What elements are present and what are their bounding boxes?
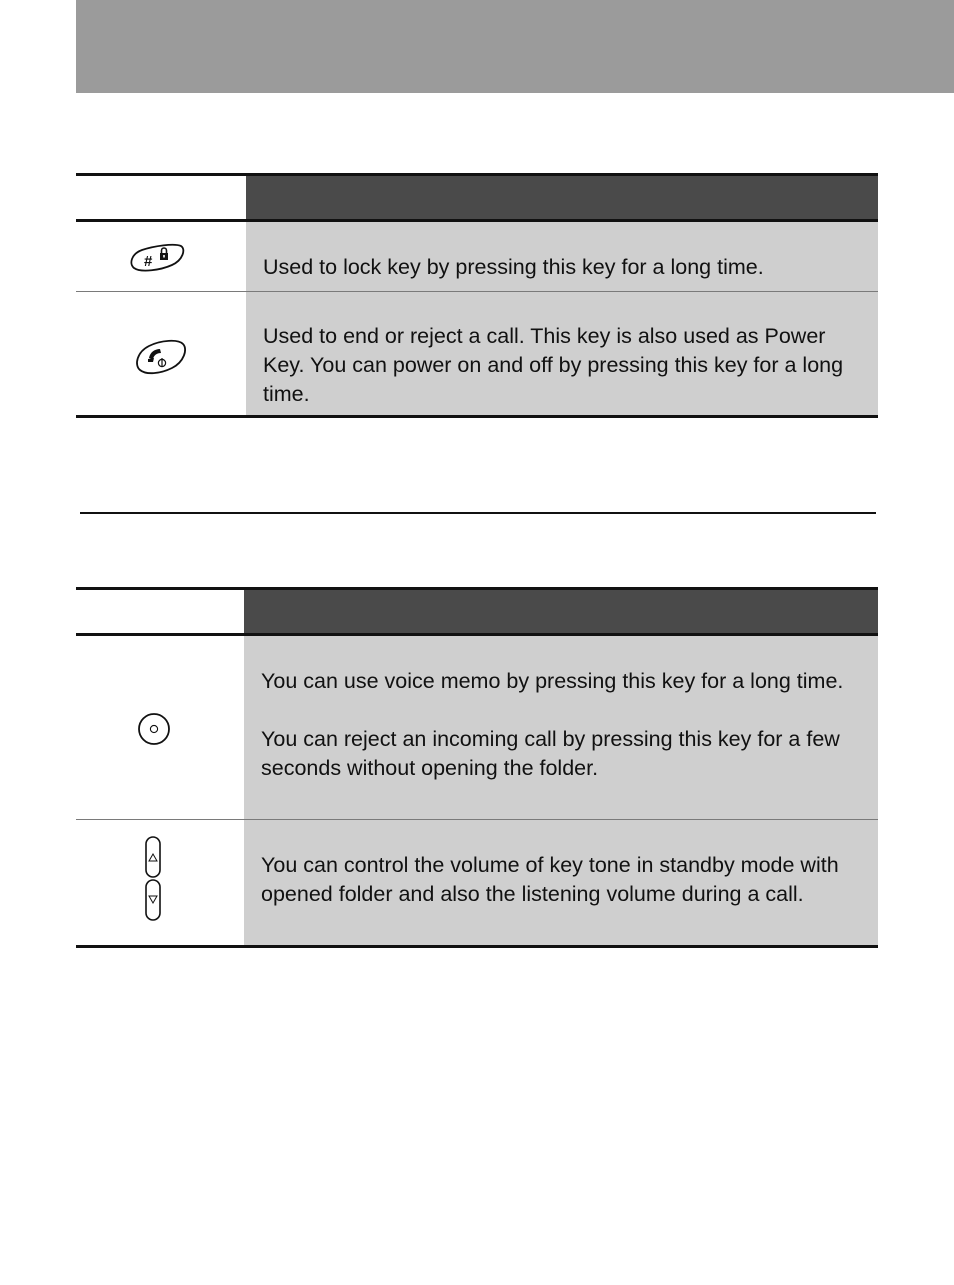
key-description-text: You can reject an incoming call by pressing this key for a few seconds without opening the folder. xyxy=(261,727,840,780)
table-header-icon-column xyxy=(76,590,244,633)
table-row xyxy=(76,636,878,819)
key-description-cell xyxy=(244,636,878,819)
table-header-description-column xyxy=(246,176,878,219)
table-row xyxy=(76,291,878,415)
svg-text:#: # xyxy=(144,253,153,270)
key-description-text: Used to lock key by pressing this key for a long time. xyxy=(263,255,764,279)
section-divider xyxy=(80,512,876,514)
key-table-1 xyxy=(76,173,878,418)
key-icon-cell xyxy=(76,820,244,945)
key-description-cell xyxy=(244,820,878,945)
key-icon-cell xyxy=(76,292,246,415)
key-description-cell xyxy=(246,292,878,415)
key-icon-cell xyxy=(76,636,244,819)
volume-up-down-key-icon xyxy=(144,836,162,922)
side-round-key-icon xyxy=(137,712,171,746)
key-description-text: You can control the volume of key tone in standby mode with opened folder and also the listening volume during a call. xyxy=(261,853,839,906)
key-icon-cell xyxy=(76,222,246,291)
hash-lock-key-icon xyxy=(128,242,186,274)
end-power-key-icon xyxy=(134,337,188,377)
table-header-icon-column xyxy=(76,176,246,219)
page-header-band xyxy=(76,0,954,93)
key-table-2 xyxy=(76,587,878,948)
key-description-text: You can use voice memo by pressing this key for a long time. xyxy=(261,669,844,693)
key-description-cell xyxy=(246,222,878,291)
table-header-row xyxy=(76,176,878,222)
key-description-text: Used to end or reject a call. This key is also used as Power Key. You can power on and off by pressing this key for a long time. xyxy=(263,324,844,406)
table-row xyxy=(76,222,878,291)
table-header-description-column xyxy=(244,590,878,633)
table-row xyxy=(76,819,878,945)
table-header-row xyxy=(76,590,878,636)
